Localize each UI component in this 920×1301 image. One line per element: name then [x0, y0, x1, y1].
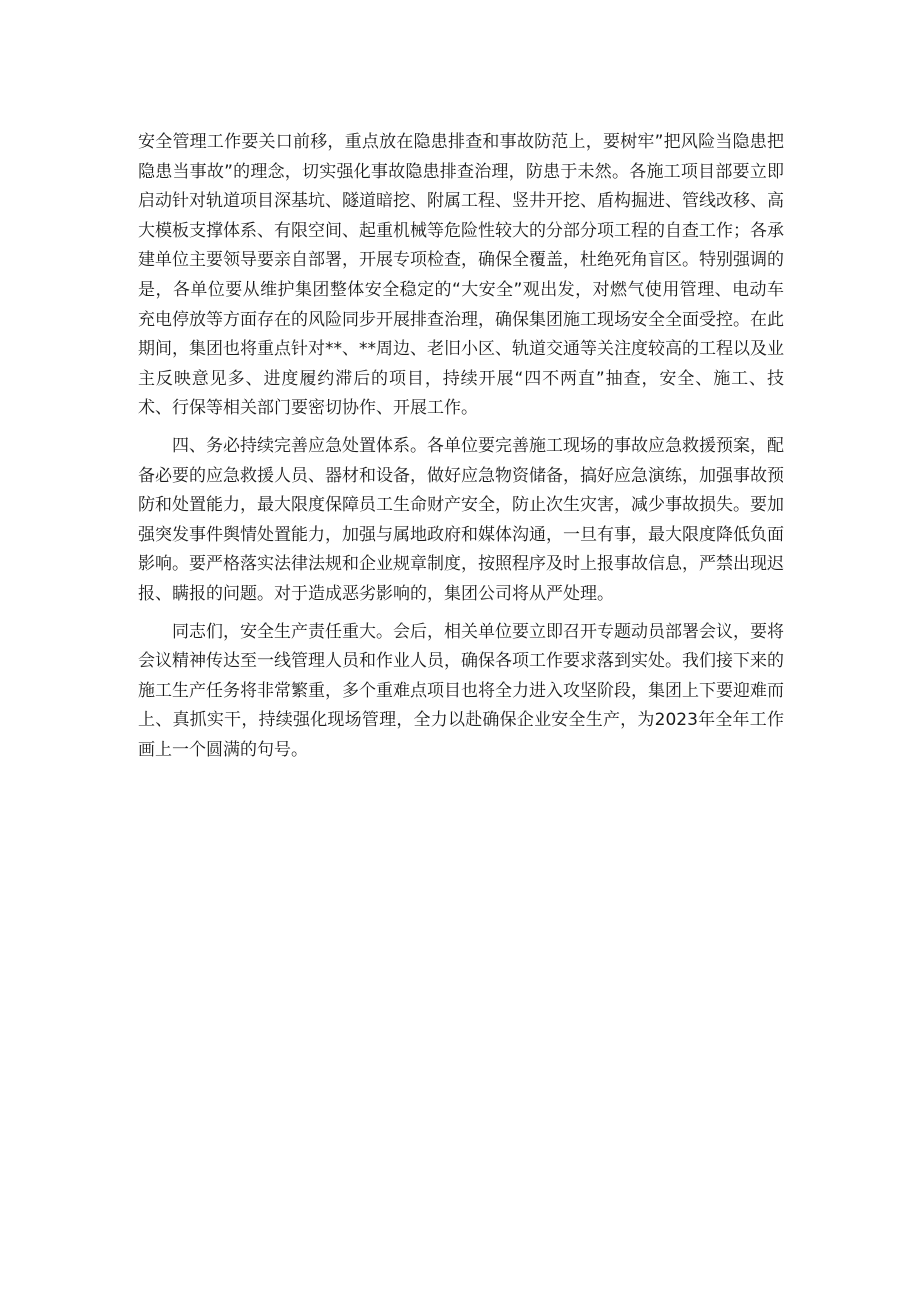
paragraph-emergency-response: 四、务必持续完善应急处置体系。各单位要完善施工现场的事故应急救援预案，配备必要的应急救援人员、器材和设备，做好应急物资储备，搞好应急演练，加强事故预防和处置能力，最大限度保障员工生命财产安全，防止次生灾害，减少事故损失。要加强突发事件舆情处置能力，加强与属地政府和媒体沟通，一旦有事，最大限度降低负面影响。要严格落实法律法规和企业规章制度，按照程序及时上报事故信息，严禁出现迟报、瞒报的问题。对于造成恶劣影响的，集团公司将从严处理。: [138, 435, 784, 604]
paragraph-safety-inspection: 安全管理工作要关口前移，重点放在隐患排查和事故防范上，要树牢”把风险当隐患把隐患当事故”的理念，切实强化事故隐患排查治理，防患于未然。各施工项目部要立即启动针对轨道项目深基坑、隧道暗挖、附属工程、竖井开挖、盾构掘进、管线改移、高大模板支撑体系、有限空间、起重机械等危险性较大的分部分项工程的自查工作；各承建单位主要领导要亲自部署，开展专项检查，确保全覆盖，杜绝死角盲区。特别强调的是，各单位要从维护集团整体安全稳定的“大安全”观出发，对燃气使用管理、电动车充电停放等方面存在的风险同步开展排查治理，确保集团施工现场安全全面受控。在此期间，集团也将重点针对**、**周边、老旧小区、轨道交通等关注度较高的工程以及业主反映意见多、进度履约滞后的项目，持续开展“四不两直”抽查，安全、施工、技术、行保等相关部门要密切协作、开展工作。: [138, 132, 784, 419]
document-body: [138, 128, 784, 773]
paragraph-closing-remarks: 同志们，安全生产责任重大。会后，相关单位要立即召开专题动员部署会议，要将会议精神传达至一线管理人员和作业人员，确保各项工作要求落到实处。我们接下来的施工生产任务将非常繁重，多个重难点项目也将全力进入攻坚阶段，集团上下要迎难而上、真抓实干，持续强化现场管理，全力以赴确保企业安全生产，为2023年全年工作画上一个圆满的句号。: [138, 621, 784, 760]
